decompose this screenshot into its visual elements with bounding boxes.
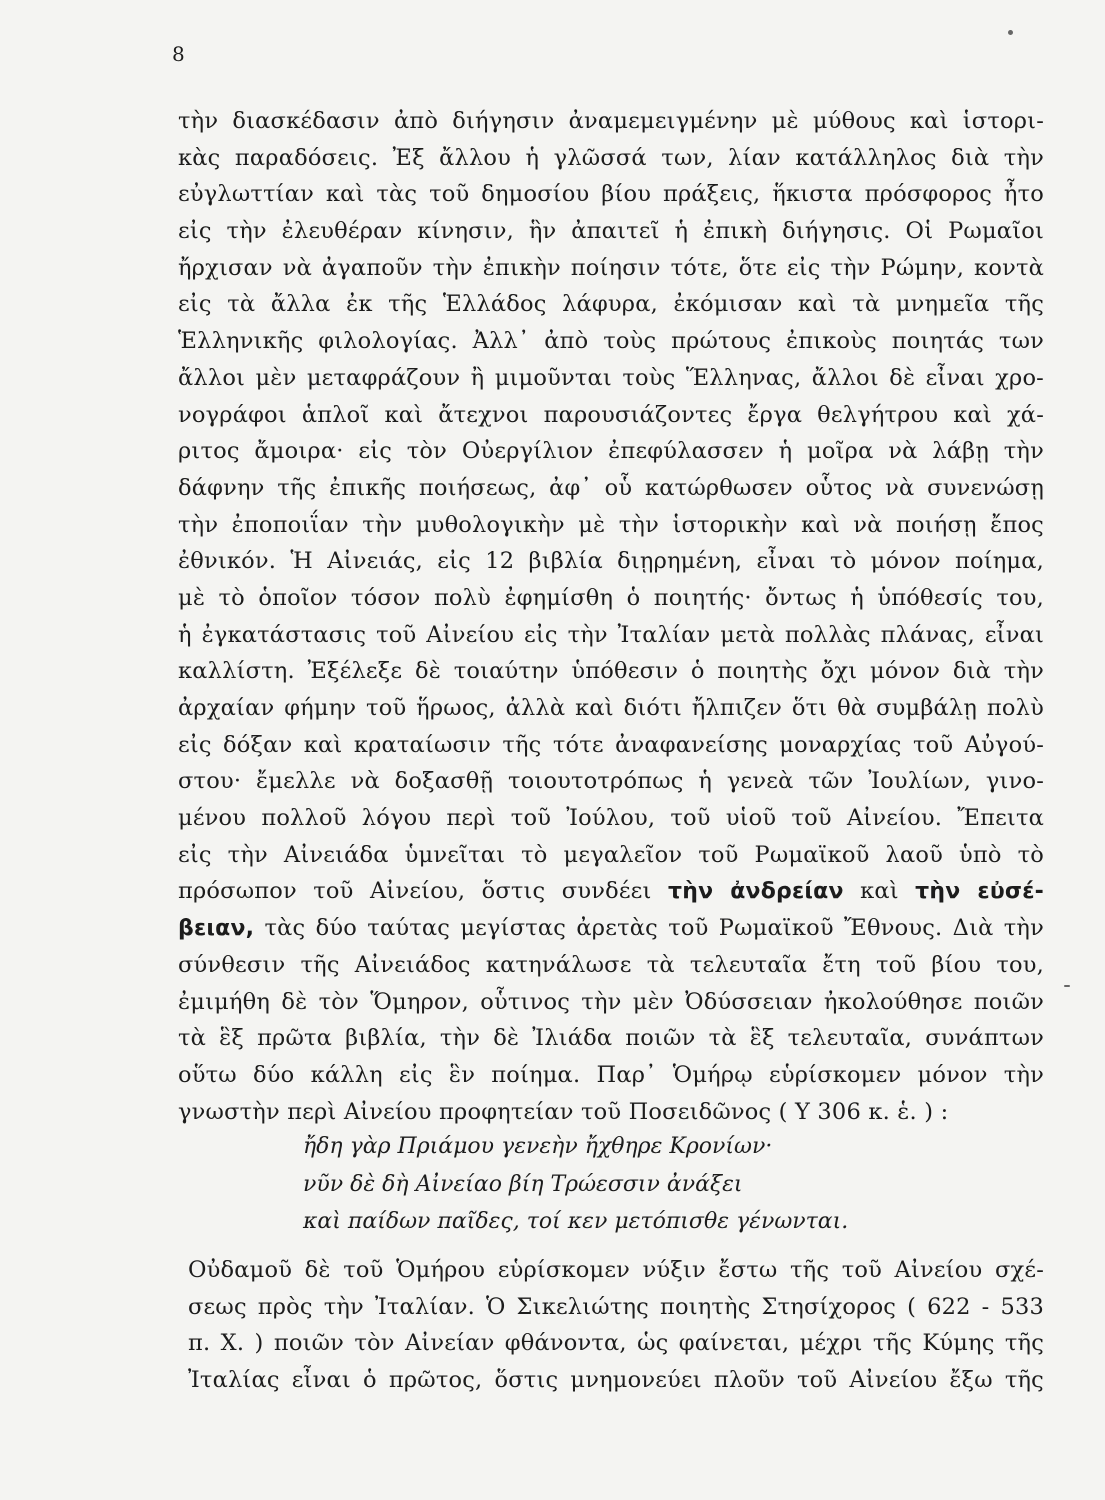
homer-quotation [303, 1128, 848, 1241]
text-line: τὴν ἐποποιΐαν τὴν μυθολογικὴν μὲ τὴν ἱστορικὴν καὶ νὰ ποιήσῃ ἔπος [178, 511, 1044, 538]
text-line: ἡ ἐγκατάστασις τοῦ Αἰνείου εἰς τὴν Ἰταλίαν μετὰ πολλὰς πλάνας, εἶναι [178, 621, 1044, 648]
text-line: ἐθνικόν. Ἡ Αἰνειάς, εἰς 12 βιβλία διῃρημένη, εἶναι τὸ μόνον ποίημα, [178, 548, 1044, 575]
text-run: καὶ [843, 878, 916, 905]
text-line: καλλίστη. Ἐξέλεξε δὲ τοιαύτην ὑπόθεσιν ὁ ποιητὴς ὄχι μόνον διὰ τὴν [178, 658, 1044, 685]
text-line: Οὐδαμοῦ δὲ τοῦ Ὁμήρου εὑρίσκομεν νύξιν ἔστω τῆς τοῦ Αἰνείου σχέ- [188, 1257, 1044, 1283]
text-line: εὐγλωττίαν καὶ τὰς τοῦ δημοσίου βίου πράξεις, ἥκιστα πρόσφορος ἦτο [178, 181, 1044, 208]
second-paragraph [188, 1252, 1044, 1399]
text-line: γνωστὴν περὶ Αἰνείου προφητείαν τοῦ Ποσειδῶνος ( Υ 306 κ. ἑ. ) : [178, 1098, 949, 1125]
text-line: στου· ἔμελλε νὰ δοξασθῇ τοιουτοτρόπως ἡ γενεὰ τῶν Ἰουλίων, γινο- [178, 768, 1044, 795]
text-line: οὕτω δύο κάλλη εἰς ἓν ποίημα. Παρ᾽ Ὁμήρῳ εὑρίσκομεν μόνον τὴν [178, 1061, 1044, 1088]
text-line: κὰς παραδόσεις. Ἐξ ἄλλου ἡ γλῶσσά των, λίαν κατάλληλος διὰ τὴν [178, 144, 1044, 171]
text-line: εἰς δόξαν καὶ κραταίωσιν τῆς τότε ἀναφανείσης μοναρχίας τοῦ Αὐγού- [178, 731, 1044, 758]
text-line-emphasis [178, 873, 1044, 910]
text-line: π. Χ. ) ποιῶν τὸν Αἰνείαν φθάνοντα, ὡς φαίνεται, μέχρι τῆς Κύμης τῆς [188, 1330, 1044, 1357]
text-line: Ἑλληνικῆς φιλολογίας. Ἀλλ᾽ ἀπὸ τοὺς πρώτους ἐπικοὺς ποιητάς των [178, 328, 1044, 355]
text-line: τὰ ἓξ πρῶτα βιβλία, τὴν δὲ Ἰλιάδα ποιῶν τὰ ἓξ τελευταῖα, συνάπτων [178, 1025, 1044, 1052]
main-paragraph [178, 103, 1044, 1130]
text-line: νογράφοι ἁπλοῖ καὶ ἄτεχνοι παρουσιάζοντες ἔργα θελγήτρου καὶ χά- [178, 401, 1044, 428]
text-run: τὰς δύο ταύτας μεγίστας ἀρετὰς τοῦ Ρωμαϊκοῦ Ἔθνους. Διὰ τὴν [254, 915, 1044, 942]
text-line: ἤρχισαν νὰ ἀγαποῦν τὴν ἐπικὴν ποίησιν τότε, ὅτε εἰς τὴν Ρώμην, κοντὰ [178, 254, 1044, 281]
text-line: ἀρχαίαν φήμην τοῦ ἥρωος, ἀλλὰ καὶ διότι ἤλπιζεν ὅτι θὰ συμβάλῃ πολὺ [178, 695, 1044, 721]
page-number: 8 [172, 42, 185, 66]
bold-term-piety-end: βειαν, [178, 916, 255, 942]
text-line: σύνθεσιν τῆς Αἰνειάδος κατηνάλωσε τὰ τελευταῖα ἔτη τοῦ βίου του, [178, 951, 1044, 978]
text-line: μὲ τὸ ὁποῖον τόσον πολὺ ἐφημίσθη ὁ ποιητής· ὄντως ἡ ὑπόθεσίς του, [178, 584, 1044, 611]
text-line: εἰς τὰ ἄλλα ἐκ τῆς Ἑλλάδος λάφυρα, ἐκόμισαν καὶ τὰ μνημεῖα τῆς [178, 291, 1044, 318]
text-line: σεως πρὸς τὴν Ἰταλίαν. Ὁ Σικελιώτης ποιητὴς Στησίχορος ( 622 - 533 [188, 1293, 1044, 1320]
text-line: ριτος ἄμοιρα· εἰς τὸν Οὐεργίλιον ἐπεφύλασσεν ἡ μοῖρα νὰ λάβῃ τὴν [178, 438, 1044, 465]
text-line: εἰς τὴν Αἰνειάδα ὑμνεῖται τὸ μεγαλεῖον τοῦ Ρωμαϊκοῦ λαοῦ ὑπὸ τὸ [178, 841, 1044, 868]
verse-line: ἤδη γὰρ Πριάμου γενεὴν ἤχθηρε Κρονίων· [303, 1134, 773, 1159]
text-line: ἐμιμήθη δὲ τὸν Ὅμηρον, οὗτινος τὴν μὲν Ὀδύσσειαν ἠκολούθησε ποιῶν [178, 988, 1044, 1015]
text-line: τὴν διασκέδασιν ἀπὸ διήγησιν ἀναμεμειγμένην μὲ μύθους καὶ ἱστορι- [178, 108, 1044, 134]
text-line: ἄλλοι μὲν μεταφράζουν ἢ μιμοῦνται τοὺς Ἕλληνας, ἄλλοι δὲ εἶναι χρο- [178, 364, 1044, 391]
text-line: Ἰταλίας εἶναι ὁ πρῶτος, ὅστις μνημονεύει πλοῦν τοῦ Αἰνείου ἔξω τῆς [188, 1367, 1044, 1394]
verse-line: καὶ παίδων παῖδες, τοί κεν μετόπισθε γένωνται. [303, 1209, 849, 1234]
text-run: πρόσωπον τοῦ Αἰνείου, ὅστις συνδέει [178, 878, 668, 905]
text-line: μένου πολλοῦ λόγου περὶ τοῦ Ἰούλου, τοῦ υἱοῦ τοῦ Αἰνείου. Ἔπειτα [178, 805, 1044, 832]
text-line-emphasis [178, 910, 1044, 947]
text-line: δάφνην τῆς ἐπικῆς ποιήσεως, ἀφ᾽ οὗ κατώρθωσεν οὗτος νὰ συνενώσῃ [178, 474, 1044, 501]
text-line: εἰς τὴν ἐλευθέραν κίνησιν, ἣν ἀπαιτεῖ ἡ ἐπικὴ διήγησις. Οἱ Ρωμαῖοι [178, 218, 1044, 245]
verse-line: νῦν δὲ δὴ Αἰνείαο βίη Τρώεσσιν ἀνάξει [303, 1171, 743, 1197]
print-speck [1008, 30, 1013, 35]
bold-term-piety: τὴν εὐσέ- [915, 879, 1044, 905]
print-speck [1064, 985, 1070, 987]
bold-term-courage: τὴν ἀνδρείαν [667, 879, 844, 905]
